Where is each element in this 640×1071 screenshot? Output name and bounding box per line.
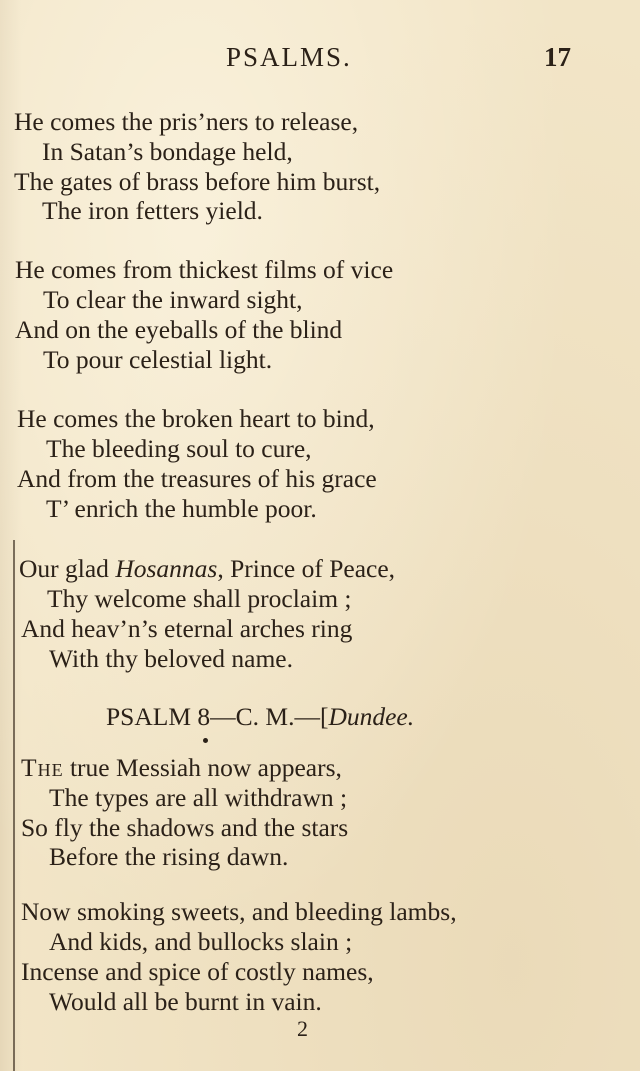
verse-line: To pour celestial light.	[43, 345, 273, 374]
verse-line: To clear the inward sight,	[43, 285, 303, 314]
verse-line: Thy welcome shall proclaim ;	[47, 584, 352, 613]
gutter-shadow-line	[13, 540, 15, 1071]
verse-line: T’ enrich the humble poor.	[46, 494, 317, 523]
verse-line: He comes the pris’ners to release,	[14, 107, 359, 136]
verse-line: Now smoking sweets, and bleeding lambs,	[21, 897, 457, 926]
hosannas-italic: Hosannas	[115, 554, 218, 583]
page-number: 17	[544, 42, 571, 72]
verse-line: And from the treasures of his grace	[17, 464, 377, 493]
verse-line: Would all be burnt in vain.	[49, 987, 322, 1016]
running-title: PSALMS.	[226, 42, 352, 72]
verse-line: And kids, and bullocks slain ;	[49, 927, 353, 956]
verse-text: Our glad	[19, 554, 116, 583]
psalm-heading	[106, 702, 414, 732]
running-head	[0, 42, 640, 82]
verse-line: In Satan’s bondage held,	[42, 137, 293, 166]
verse-line: So fly the shadows and the stars	[21, 813, 349, 842]
verse-text: true Messiah now appears,	[63, 753, 342, 782]
verse-line: Before the rising dawn.	[49, 842, 289, 871]
verse-line: With thy beloved name.	[49, 644, 293, 673]
drop-word: The	[21, 753, 64, 782]
verse-line: The bleeding soul to cure,	[46, 434, 312, 463]
verse-line	[21, 753, 342, 783]
verse-line	[19, 554, 395, 584]
verse-line: The iron fetters yield.	[42, 196, 263, 225]
signature-mark: 2	[297, 1016, 308, 1041]
verse-text: , Prince of Peace,	[217, 554, 396, 583]
verse-line: Incense and spice of costly names,	[21, 957, 374, 986]
tune-name: Dundee.	[328, 702, 415, 731]
verse-line: The gates of brass before him burst,	[14, 167, 381, 196]
verse-line: He comes the broken heart to bind,	[17, 404, 375, 433]
verse-line: And heav’n’s eternal arches ring	[21, 614, 353, 643]
verse-line: And on the eyeballs of the blind	[15, 315, 343, 344]
psalm-heading-text: PSALM 8—C. M.—[	[106, 702, 329, 731]
ink-dot	[203, 738, 208, 743]
verse-line: He comes from thickest films of vice	[15, 255, 394, 284]
verse-line: The types are all withdrawn ;	[49, 783, 348, 812]
